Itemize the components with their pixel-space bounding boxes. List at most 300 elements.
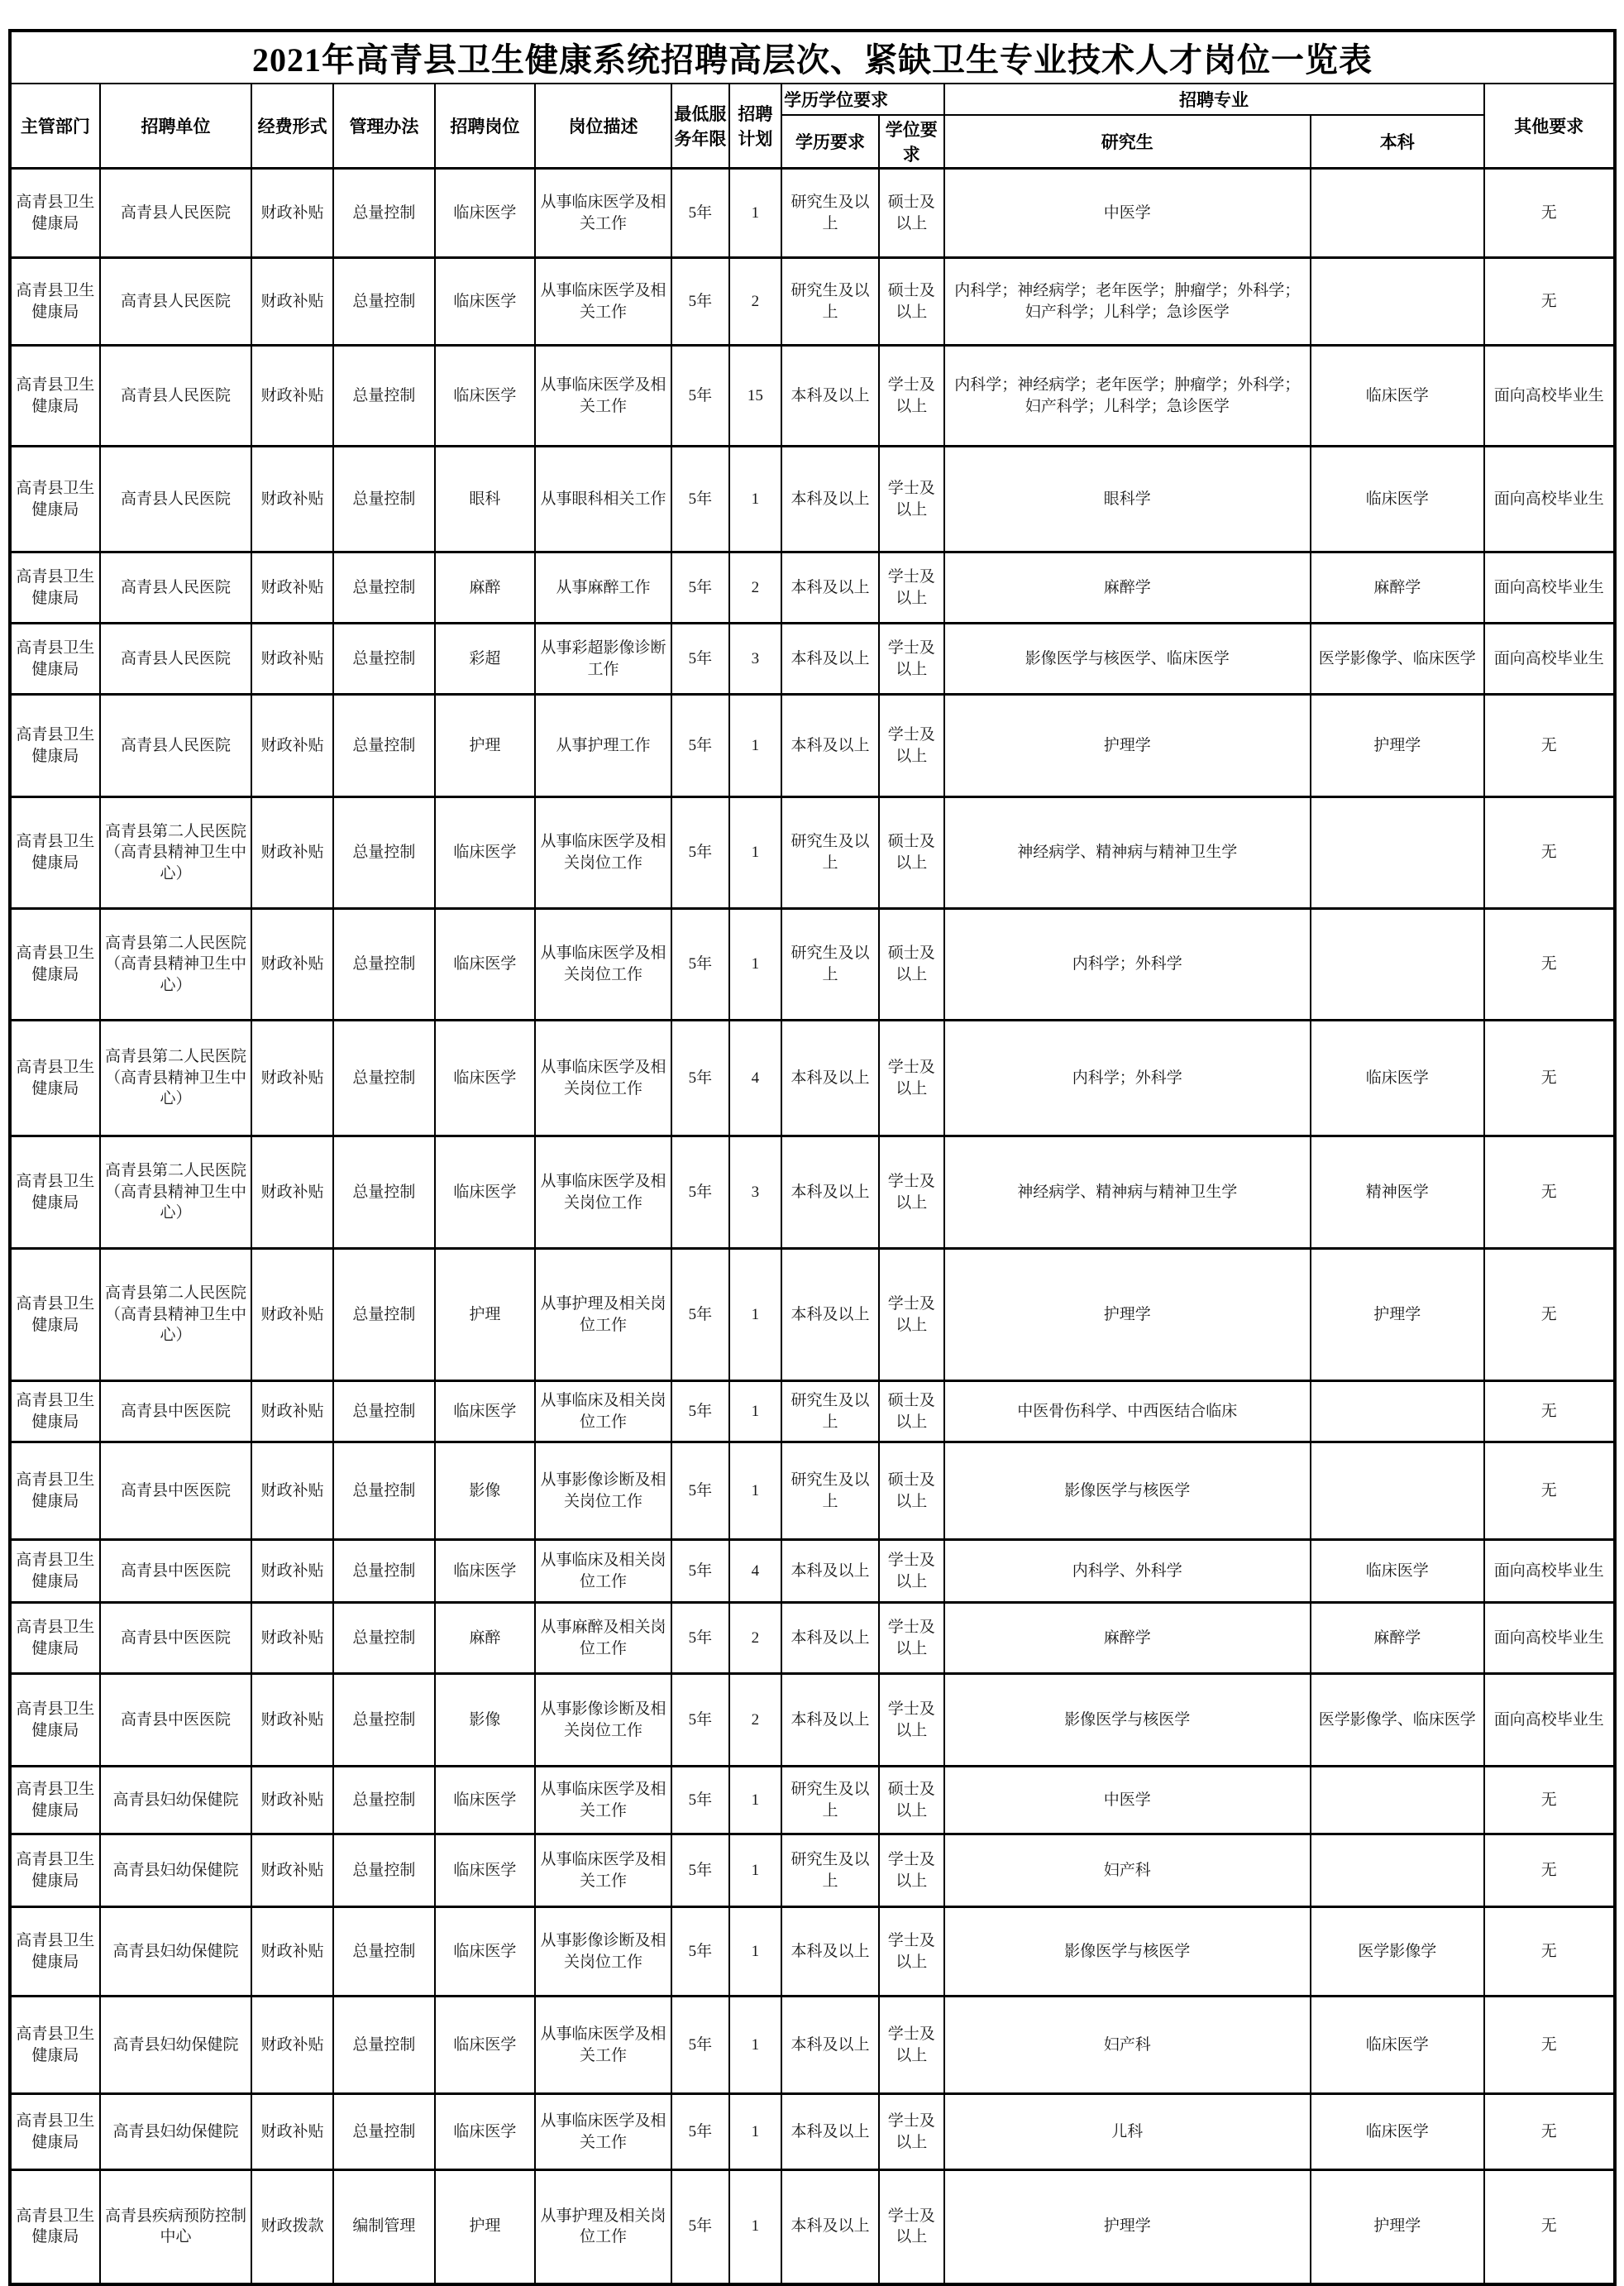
cell-degree: 学士及以上 [879,346,944,447]
cell-plan: 2 [729,1603,781,1674]
cell-funding: 财政补贴 [251,909,333,1021]
cell-dept: 高青县卫生健康局 [10,1603,100,1674]
cell-undergrad: 临床医学 [1311,1021,1484,1136]
cell-grad: 中医骨伤科学、中西医结合临床 [944,1381,1311,1442]
cell-dept: 高青县卫生健康局 [10,1834,100,1907]
cell-other: 无 [1484,1834,1615,1907]
col-header-major-undergrad: 本科 [1311,115,1484,169]
cell-undergrad: 护理学 [1311,1249,1484,1381]
cell-grad: 神经病学、精神病与精神卫生学 [944,797,1311,909]
cell-dept: 高青县卫生健康局 [10,2094,100,2170]
table-row [10,169,1615,258]
cell-unit: 高青县人民医院 [100,447,251,552]
cell-undergrad [1311,169,1484,258]
cell-management: 总量控制 [333,1603,435,1674]
cell-edu: 本科及以上 [781,695,879,797]
cell-edu: 本科及以上 [781,1021,879,1136]
cell-other: 面向高校毕业生 [1484,1540,1615,1603]
cell-edu: 研究生及以上 [781,1834,879,1907]
cell-position: 临床医学 [435,1907,535,1997]
cell-degree: 学士及以上 [879,1540,944,1603]
cell-position: 护理 [435,2170,535,2284]
cell-undergrad: 麻醉学 [1311,1603,1484,1674]
cell-description: 从事护理及相关岗位工作 [535,1249,671,1381]
cell-degree: 学士及以上 [879,447,944,552]
cell-plan: 1 [729,1767,781,1834]
cell-undergrad [1311,797,1484,909]
cell-unit: 高青县第二人民医院（高青县精神卫生中心） [100,1249,251,1381]
cell-plan: 2 [729,552,781,624]
table-row [10,909,1615,1021]
cell-service: 5年 [671,1907,729,1997]
cell-management: 总量控制 [333,909,435,1021]
table-row [10,1442,1615,1540]
cell-service: 5年 [671,1767,729,1834]
col-header-degree-req: 学位要求 [879,115,944,169]
cell-dept: 高青县卫生健康局 [10,1907,100,1997]
cell-dept: 高青县卫生健康局 [10,1136,100,1249]
cell-funding: 财政补贴 [251,1603,333,1674]
cell-plan: 1 [729,797,781,909]
cell-degree: 硕士及以上 [879,797,944,909]
cell-management: 总量控制 [333,1136,435,1249]
cell-management: 总量控制 [333,624,435,695]
cell-management: 总量控制 [333,169,435,258]
cell-unit: 高青县妇幼保健院 [100,1907,251,1997]
col-header-position: 招聘岗位 [435,84,535,169]
cell-unit: 高青县人民医院 [100,346,251,447]
cell-service: 5年 [671,346,729,447]
cell-dept: 高青县卫生健康局 [10,1997,100,2094]
cell-undergrad: 护理学 [1311,2170,1484,2284]
cell-position: 麻醉 [435,552,535,624]
cell-unit: 高青县妇幼保健院 [100,1767,251,1834]
cell-other: 无 [1484,1021,1615,1136]
cell-description: 从事临床医学及相关工作 [535,1997,671,2094]
cell-description: 从事麻醉工作 [535,552,671,624]
cell-description: 从事临床医学及相关工作 [535,1767,671,1834]
cell-degree: 学士及以上 [879,1907,944,1997]
page-title: 2021年高青县卫生健康系统招聘高层次、紧缺卫生专业技术人才岗位一览表 [10,31,1615,84]
cell-description: 从事临床医学及相关岗位工作 [535,1021,671,1136]
col-header-min-service: 最低服务年限 [671,84,729,169]
cell-service: 5年 [671,1249,729,1381]
cell-other: 无 [1484,1249,1615,1381]
cell-description: 从事护理及相关岗位工作 [535,2170,671,2284]
cell-other: 无 [1484,695,1615,797]
cell-grad: 内科学；外科学 [944,1021,1311,1136]
cell-position: 影像 [435,1674,535,1767]
cell-description: 从事临床医学及相关岗位工作 [535,909,671,1021]
cell-description: 从事临床医学及相关工作 [535,1834,671,1907]
cell-undergrad: 护理学 [1311,695,1484,797]
cell-undergrad [1311,1442,1484,1540]
cell-funding: 财政补贴 [251,346,333,447]
cell-other: 面向高校毕业生 [1484,1674,1615,1767]
cell-other: 无 [1484,1907,1615,1997]
table-row [10,258,1615,346]
cell-edu: 本科及以上 [781,2094,879,2170]
cell-unit: 高青县第二人民医院（高青县精神卫生中心） [100,1021,251,1136]
cell-edu: 研究生及以上 [781,1381,879,1442]
title-row [10,31,1615,84]
cell-description: 从事影像诊断及相关岗位工作 [535,1907,671,1997]
cell-degree: 学士及以上 [879,1021,944,1136]
cell-undergrad [1311,1767,1484,1834]
cell-management: 编制管理 [333,2170,435,2284]
cell-service: 5年 [671,1442,729,1540]
table-row [10,1540,1615,1603]
cell-degree: 学士及以上 [879,1834,944,1907]
cell-grad: 护理学 [944,2170,1311,2284]
cell-plan: 1 [729,1442,781,1540]
cell-position: 临床医学 [435,1767,535,1834]
cell-grad: 影像医学与核医学 [944,1907,1311,1997]
cell-grad: 护理学 [944,695,1311,797]
cell-position: 临床医学 [435,797,535,909]
cell-unit: 高青县中医医院 [100,1442,251,1540]
cell-degree: 学士及以上 [879,695,944,797]
table-row [10,2094,1615,2170]
cell-unit: 高青县第二人民医院（高青县精神卫生中心） [100,1136,251,1249]
table-row [10,1136,1615,1249]
cell-plan: 2 [729,1674,781,1767]
cell-plan: 1 [729,1834,781,1907]
table-row [10,1907,1615,1997]
cell-degree: 硕士及以上 [879,1381,944,1442]
cell-management: 总量控制 [333,1021,435,1136]
cell-dept: 高青县卫生健康局 [10,346,100,447]
cell-service: 5年 [671,797,729,909]
cell-management: 总量控制 [333,552,435,624]
cell-grad: 内科学、外科学 [944,1540,1311,1603]
cell-dept: 高青县卫生健康局 [10,169,100,258]
cell-edu: 研究生及以上 [781,1442,879,1540]
cell-description: 从事临床医学及相关工作 [535,258,671,346]
cell-grad: 眼科学 [944,447,1311,552]
cell-description: 从事麻醉及相关岗位工作 [535,1603,671,1674]
cell-edu: 本科及以上 [781,1136,879,1249]
cell-undergrad: 临床医学 [1311,346,1484,447]
cell-degree: 硕士及以上 [879,909,944,1021]
cell-edu: 研究生及以上 [781,1767,879,1834]
col-header-description: 岗位描述 [535,84,671,169]
cell-dept: 高青县卫生健康局 [10,1381,100,1442]
cell-plan: 1 [729,169,781,258]
cell-grad: 神经病学、精神病与精神卫生学 [944,1136,1311,1249]
cell-unit: 高青县人民医院 [100,552,251,624]
cell-degree: 硕士及以上 [879,1767,944,1834]
table-row [10,346,1615,447]
table-row [10,1603,1615,1674]
cell-degree: 学士及以上 [879,1997,944,2094]
cell-dept: 高青县卫生健康局 [10,695,100,797]
cell-edu: 本科及以上 [781,447,879,552]
cell-funding: 财政补贴 [251,258,333,346]
cell-undergrad: 医学影像学 [1311,1907,1484,1997]
cell-management: 总量控制 [333,2094,435,2170]
table-row [10,1249,1615,1381]
cell-unit: 高青县中医医院 [100,1540,251,1603]
cell-plan: 3 [729,624,781,695]
col-header-major-group: 招聘专业 [944,84,1484,115]
cell-grad: 影像医学与核医学 [944,1674,1311,1767]
cell-degree: 硕士及以上 [879,258,944,346]
cell-management: 总量控制 [333,1674,435,1767]
cell-dept: 高青县卫生健康局 [10,1249,100,1381]
cell-unit: 高青县第二人民医院（高青县精神卫生中心） [100,797,251,909]
table-row [10,1674,1615,1767]
cell-description: 从事临床医学及相关岗位工作 [535,1136,671,1249]
cell-service: 5年 [671,447,729,552]
cell-service: 5年 [671,1674,729,1767]
cell-funding: 财政补贴 [251,2094,333,2170]
cell-management: 总量控制 [333,797,435,909]
recruitment-table [8,29,1617,2286]
cell-management: 总量控制 [333,1540,435,1603]
cell-service: 5年 [671,1021,729,1136]
cell-undergrad: 精神医学 [1311,1136,1484,1249]
cell-other: 无 [1484,1136,1615,1249]
cell-position: 影像 [435,1442,535,1540]
cell-grad: 妇产科 [944,1834,1311,1907]
cell-other: 无 [1484,1442,1615,1540]
cell-funding: 财政补贴 [251,1767,333,1834]
cell-undergrad [1311,1834,1484,1907]
cell-service: 5年 [671,1540,729,1603]
cell-plan: 1 [729,1997,781,2094]
cell-service: 5年 [671,1603,729,1674]
cell-plan: 1 [729,2094,781,2170]
cell-unit: 高青县中医医院 [100,1603,251,1674]
cell-dept: 高青县卫生健康局 [10,909,100,1021]
cell-dept: 高青县卫生健康局 [10,1767,100,1834]
cell-management: 总量控制 [333,1381,435,1442]
cell-funding: 财政补贴 [251,552,333,624]
cell-grad: 内科学；神经病学；老年医学；肿瘤学；外科学；妇产科学；儿科学；急诊医学 [944,346,1311,447]
cell-undergrad: 临床医学 [1311,1997,1484,2094]
table-row [10,447,1615,552]
col-header-plan: 招聘计划 [729,84,781,169]
cell-service: 5年 [671,2170,729,2284]
cell-undergrad: 医学影像学、临床医学 [1311,1674,1484,1767]
cell-plan: 1 [729,2170,781,2284]
table-row [10,1381,1615,1442]
cell-degree: 学士及以上 [879,1674,944,1767]
cell-description: 从事眼科相关工作 [535,447,671,552]
cell-funding: 财政补贴 [251,1136,333,1249]
cell-edu: 本科及以上 [781,1674,879,1767]
cell-edu: 研究生及以上 [781,258,879,346]
cell-undergrad: 临床医学 [1311,1540,1484,1603]
cell-funding: 财政拨款 [251,2170,333,2284]
cell-position: 临床医学 [435,1136,535,1249]
cell-dept: 高青县卫生健康局 [10,2170,100,2284]
cell-management: 总量控制 [333,447,435,552]
cell-management: 总量控制 [333,1997,435,2094]
cell-position: 临床医学 [435,1997,535,2094]
cell-unit: 高青县中医医院 [100,1381,251,1442]
cell-other: 面向高校毕业生 [1484,1603,1615,1674]
cell-edu: 研究生及以上 [781,169,879,258]
cell-service: 5年 [671,909,729,1021]
cell-service: 5年 [671,2094,729,2170]
table-row [10,695,1615,797]
cell-grad: 内科学；神经病学；老年医学；肿瘤学；外科学；妇产科学；儿科学；急诊医学 [944,258,1311,346]
cell-position: 临床医学 [435,169,535,258]
cell-other: 面向高校毕业生 [1484,346,1615,447]
cell-funding: 财政补贴 [251,1442,333,1540]
cell-other: 无 [1484,2094,1615,2170]
table-row [10,797,1615,909]
cell-plan: 1 [729,1249,781,1381]
cell-edu: 本科及以上 [781,624,879,695]
cell-position: 彩超 [435,624,535,695]
cell-grad: 护理学 [944,1249,1311,1381]
cell-degree: 学士及以上 [879,552,944,624]
cell-grad: 麻醉学 [944,1603,1311,1674]
cell-description: 从事临床医学及相关工作 [535,2094,671,2170]
cell-dept: 高青县卫生健康局 [10,1674,100,1767]
cell-funding: 财政补贴 [251,169,333,258]
cell-other: 无 [1484,797,1615,909]
cell-plan: 1 [729,909,781,1021]
cell-funding: 财政补贴 [251,1997,333,2094]
cell-undergrad: 临床医学 [1311,2094,1484,2170]
cell-other: 面向高校毕业生 [1484,552,1615,624]
col-header-other: 其他要求 [1484,84,1615,169]
cell-description: 从事临床医学及相关工作 [535,346,671,447]
cell-dept: 高青县卫生健康局 [10,447,100,552]
cell-position: 临床医学 [435,909,535,1021]
cell-plan: 15 [729,346,781,447]
cell-grad: 中医学 [944,169,1311,258]
cell-edu: 本科及以上 [781,1997,879,2094]
table-row [10,552,1615,624]
cell-other: 无 [1484,258,1615,346]
cell-undergrad: 临床医学 [1311,447,1484,552]
table-row [10,2170,1615,2284]
cell-service: 5年 [671,1834,729,1907]
cell-unit: 高青县人民医院 [100,169,251,258]
cell-description: 从事临床及相关岗位工作 [535,1540,671,1603]
cell-funding: 财政补贴 [251,695,333,797]
cell-position: 临床医学 [435,2094,535,2170]
cell-undergrad [1311,1381,1484,1442]
cell-edu: 本科及以上 [781,552,879,624]
cell-unit: 高青县人民医院 [100,258,251,346]
cell-unit: 高青县第二人民医院（高青县精神卫生中心） [100,909,251,1021]
cell-plan: 4 [729,1021,781,1136]
cell-degree: 硕士及以上 [879,1442,944,1540]
cell-degree: 学士及以上 [879,2170,944,2284]
table-row [10,1021,1615,1136]
cell-management: 总量控制 [333,258,435,346]
cell-edu: 研究生及以上 [781,797,879,909]
cell-grad: 影像医学与核医学、临床医学 [944,624,1311,695]
cell-other: 面向高校毕业生 [1484,447,1615,552]
col-header-funding: 经费形式 [251,84,333,169]
cell-description: 从事影像诊断及相关岗位工作 [535,1674,671,1767]
cell-other: 无 [1484,2170,1615,2284]
col-header-dept: 主管部门 [10,84,100,169]
cell-dept: 高青县卫生健康局 [10,552,100,624]
cell-plan: 4 [729,1540,781,1603]
col-header-major-grad: 研究生 [944,115,1311,169]
cell-service: 5年 [671,552,729,624]
cell-funding: 财政补贴 [251,1674,333,1767]
cell-degree: 学士及以上 [879,2094,944,2170]
cell-dept: 高青县卫生健康局 [10,1442,100,1540]
cell-service: 5年 [671,169,729,258]
cell-funding: 财政补贴 [251,624,333,695]
cell-service: 5年 [671,1997,729,2094]
col-header-management: 管理办法 [333,84,435,169]
cell-description: 从事临床医学及相关岗位工作 [535,797,671,909]
cell-unit: 高青县疾病预防控制中心 [100,2170,251,2284]
table-row [10,1767,1615,1834]
cell-funding: 财政补贴 [251,1381,333,1442]
cell-position: 临床医学 [435,1021,535,1136]
col-header-edu-req: 学历要求 [781,115,879,169]
cell-unit: 高青县人民医院 [100,695,251,797]
cell-plan: 1 [729,447,781,552]
cell-position: 临床医学 [435,258,535,346]
cell-degree: 学士及以上 [879,1249,944,1381]
cell-position: 临床医学 [435,1540,535,1603]
cell-plan: 1 [729,1381,781,1442]
cell-other: 无 [1484,169,1615,258]
cell-description: 从事护理工作 [535,695,671,797]
cell-dept: 高青县卫生健康局 [10,1540,100,1603]
cell-grad: 内科学；外科学 [944,909,1311,1021]
cell-funding: 财政补贴 [251,1249,333,1381]
table-row [10,1997,1615,2094]
cell-description: 从事临床及相关岗位工作 [535,1381,671,1442]
cell-unit: 高青县人民医院 [100,624,251,695]
cell-unit: 高青县妇幼保健院 [100,1997,251,2094]
cell-grad: 儿科 [944,2094,1311,2170]
cell-plan: 1 [729,695,781,797]
cell-funding: 财政补贴 [251,1834,333,1907]
cell-other: 无 [1484,1767,1615,1834]
cell-edu: 本科及以上 [781,1249,879,1381]
table-row [10,624,1615,695]
cell-edu: 本科及以上 [781,1907,879,1997]
cell-undergrad [1311,258,1484,346]
cell-management: 总量控制 [333,346,435,447]
cell-edu: 研究生及以上 [781,909,879,1021]
cell-grad: 妇产科 [944,1997,1311,2094]
cell-degree: 学士及以上 [879,1603,944,1674]
cell-position: 麻醉 [435,1603,535,1674]
cell-degree: 学士及以上 [879,624,944,695]
cell-funding: 财政补贴 [251,1907,333,1997]
cell-plan: 1 [729,1907,781,1997]
cell-unit: 高青县妇幼保健院 [100,2094,251,2170]
cell-service: 5年 [671,624,729,695]
cell-edu: 本科及以上 [781,2170,879,2284]
cell-funding: 财政补贴 [251,797,333,909]
cell-service: 5年 [671,1381,729,1442]
cell-management: 总量控制 [333,1907,435,1997]
header-row-1 [10,84,1615,115]
cell-grad: 影像医学与核医学 [944,1442,1311,1540]
cell-funding: 财政补贴 [251,1021,333,1136]
cell-undergrad: 麻醉学 [1311,552,1484,624]
cell-description: 从事影像诊断及相关岗位工作 [535,1442,671,1540]
cell-other: 无 [1484,909,1615,1021]
